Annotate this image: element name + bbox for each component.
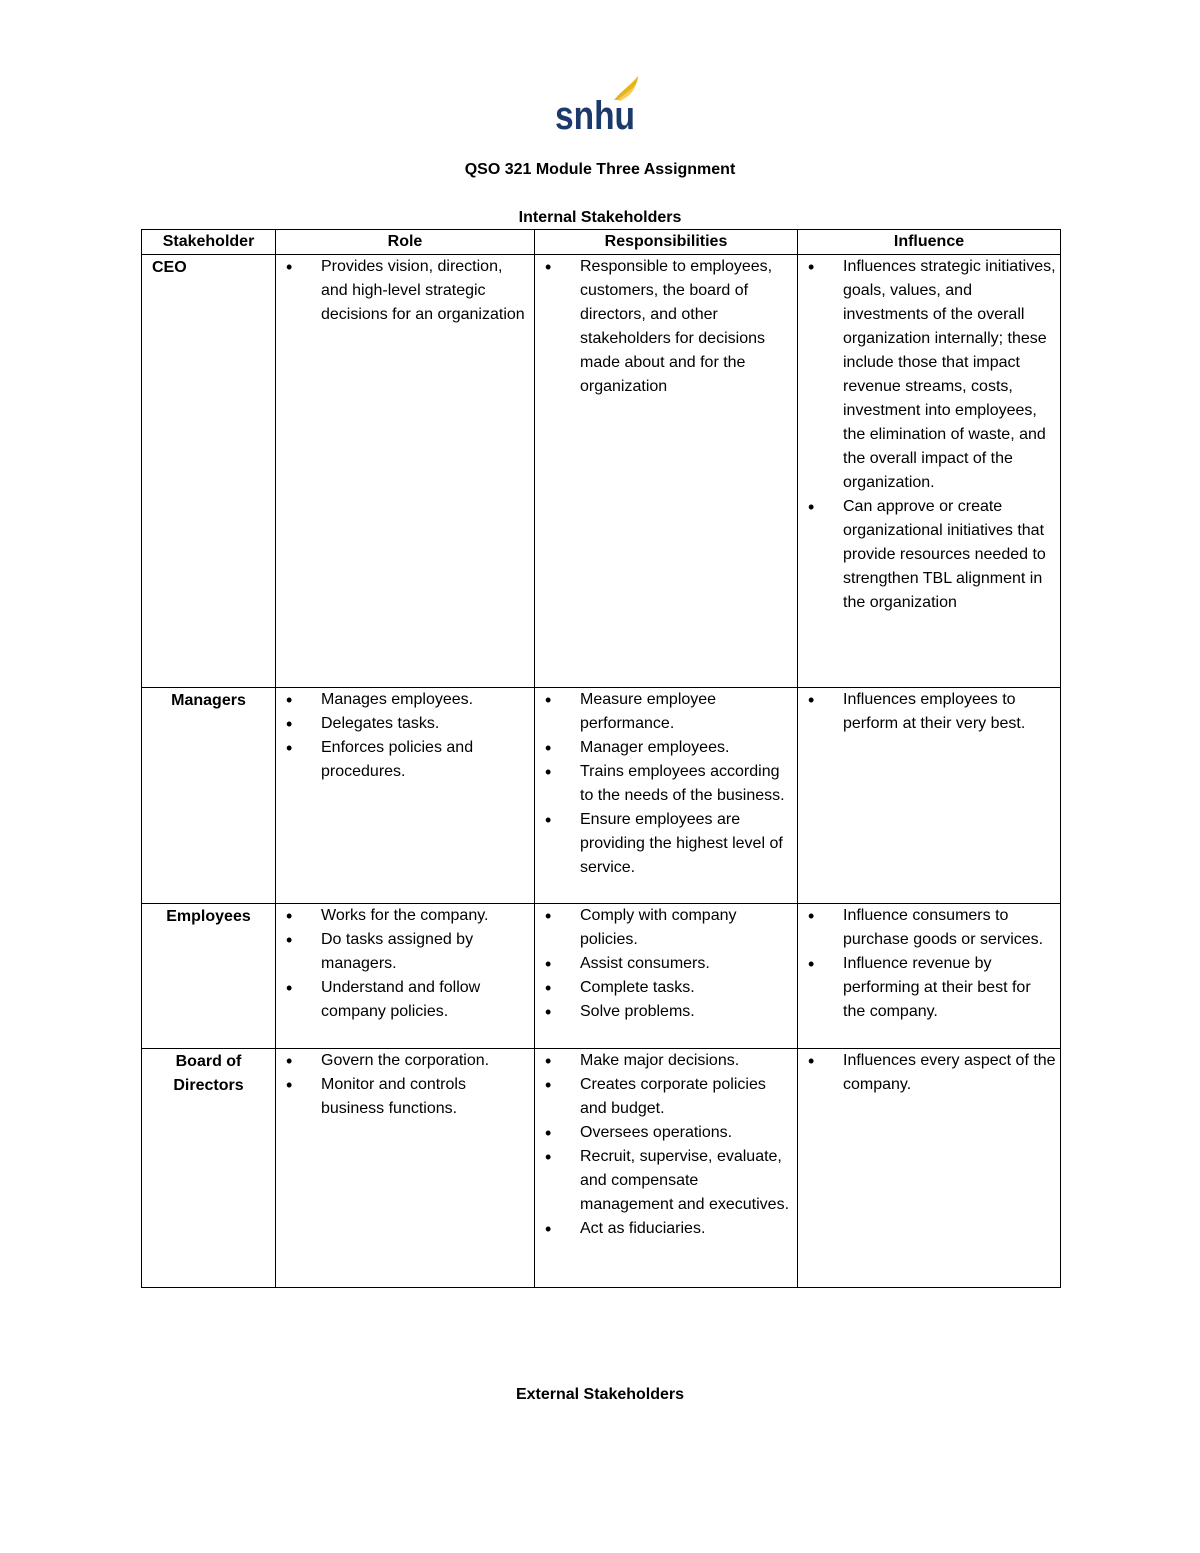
stakeholder-cell: Employees bbox=[142, 904, 276, 1049]
list-item: • Creates corporate policies and budget. bbox=[535, 1073, 793, 1121]
list-item: • Enforces policies and procedures. bbox=[276, 736, 530, 784]
internal-stakeholders-table bbox=[141, 229, 1061, 1288]
internal-stakeholders-heading: Internal Stakeholders bbox=[518, 209, 682, 226]
role-cell bbox=[276, 904, 535, 1049]
influence-cell bbox=[798, 255, 1061, 688]
list-item: • Influence consumers to purchase goods or services. bbox=[798, 904, 1056, 952]
header-stakeholder: Stakeholder bbox=[142, 230, 276, 255]
list-item: • Manages employees. bbox=[276, 688, 530, 712]
header-role: Role bbox=[276, 230, 535, 255]
role-cell bbox=[276, 1049, 535, 1288]
list-item: • Influence revenue by performing at their best for the company. bbox=[798, 952, 1056, 1024]
list-item: • Oversees operations. bbox=[535, 1121, 793, 1145]
list-item: • Measure employee performance. bbox=[535, 688, 793, 736]
list-item: • Do tasks assigned by managers. bbox=[276, 928, 530, 976]
list-item: • Comply with company policies. bbox=[535, 904, 793, 952]
responsibilities-cell bbox=[535, 1049, 798, 1288]
influence-cell bbox=[798, 904, 1061, 1049]
list-item: • Delegates tasks. bbox=[276, 712, 530, 736]
header-influence: Influence bbox=[798, 230, 1061, 255]
list-item: • Can approve or create organizational initiatives that provide resources needed to strengthen TBL alignment in the organization bbox=[798, 495, 1056, 615]
list-item: • Influences employees to perform at their very best. bbox=[798, 688, 1056, 736]
influence-cell bbox=[798, 688, 1061, 904]
list-item: • Trains employees according to the needs of the business. bbox=[535, 760, 793, 808]
role-cell bbox=[276, 688, 535, 904]
responsibilities-cell bbox=[535, 255, 798, 688]
list-item: • Make major decisions. bbox=[535, 1049, 793, 1073]
snhu-logo bbox=[552, 70, 652, 134]
list-item: • Ensure employees are providing the highest level of service. bbox=[535, 808, 793, 880]
list-item: • Provides vision, direction, and high-level strategic decisions for an organization bbox=[276, 255, 530, 327]
influence-cell bbox=[798, 1049, 1061, 1288]
list-item: • Influences every aspect of the company. bbox=[798, 1049, 1056, 1097]
table-row bbox=[142, 688, 1061, 904]
responsibilities-cell bbox=[535, 904, 798, 1049]
list-item: • Assist consumers. bbox=[535, 952, 793, 976]
list-item: • Recruit, supervise, evaluate, and compensate management and executives. bbox=[535, 1145, 793, 1217]
logo-text: snhu bbox=[555, 94, 635, 134]
table-row bbox=[142, 904, 1061, 1049]
stakeholder-cell: Board of Directors bbox=[142, 1049, 276, 1288]
role-cell bbox=[276, 255, 535, 688]
list-item: • Act as fiduciaries. bbox=[535, 1217, 793, 1241]
table-row bbox=[142, 255, 1061, 688]
list-item: • Solve problems. bbox=[535, 1000, 793, 1024]
list-item: • Influences strategic initiatives, goals, values, and investments of the overall organization internally; these include those that impact revenue streams, costs, investment into employees, the elimination of waste, and the overall impact of the organization. bbox=[798, 255, 1056, 495]
list-item: • Monitor and controls business functions. bbox=[276, 1073, 530, 1121]
stakeholder-cell: Managers bbox=[142, 688, 276, 904]
list-item: • Understand and follow company policies. bbox=[276, 976, 530, 1024]
list-item: • Complete tasks. bbox=[535, 976, 793, 1000]
stakeholder-cell: CEO bbox=[142, 255, 276, 688]
list-item: • Responsible to employees, customers, the board of directors, and other stakeholders for decisions made about and for the organization bbox=[535, 255, 793, 399]
table-header-row bbox=[142, 230, 1061, 255]
list-item: • Manager employees. bbox=[535, 736, 793, 760]
list-item: • Works for the company. bbox=[276, 904, 530, 928]
list-item: • Govern the corporation. bbox=[276, 1049, 530, 1073]
document-title: QSO 321 Module Three Assignment bbox=[464, 161, 736, 178]
header-responsibilities: Responsibilities bbox=[535, 230, 798, 255]
responsibilities-cell bbox=[535, 688, 798, 904]
table-row bbox=[142, 1049, 1061, 1288]
external-stakeholders-heading: External Stakeholders bbox=[515, 1386, 685, 1403]
